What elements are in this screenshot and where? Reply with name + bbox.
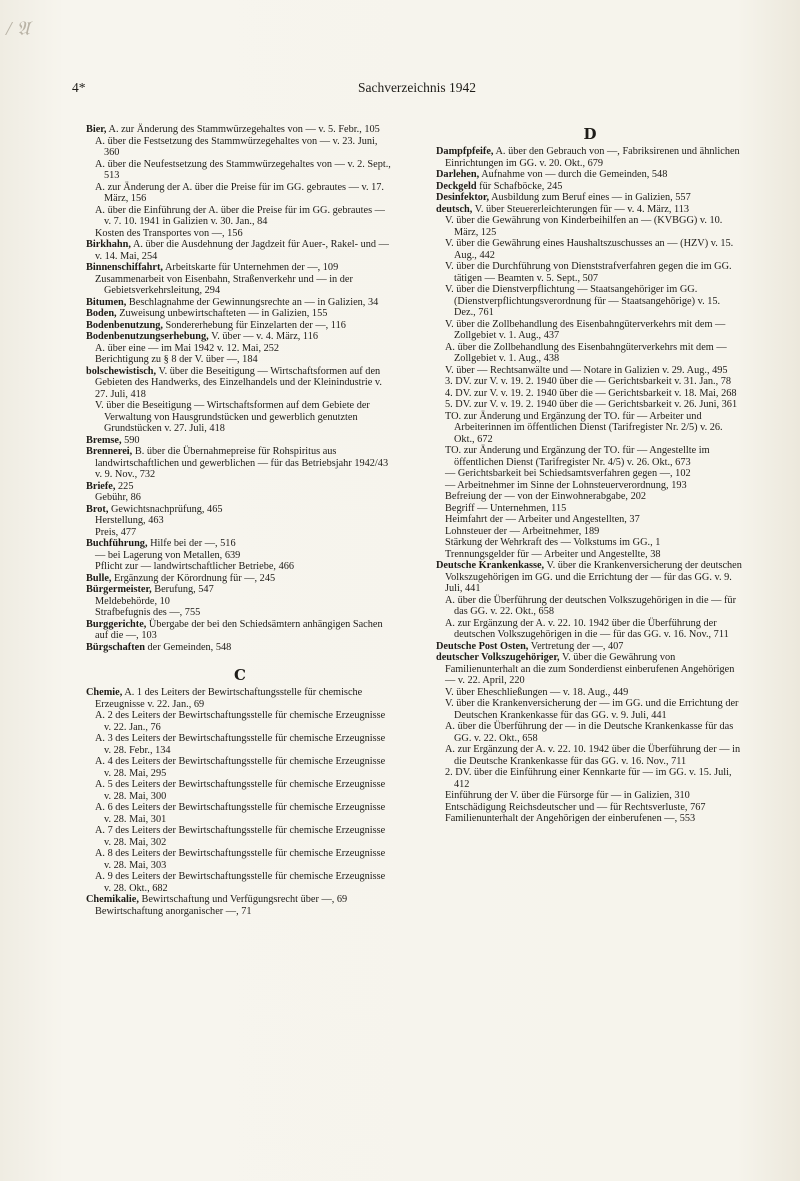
index-subentry: [86, 182, 394, 205]
entry-text: V. über — v. 4. März, 116: [208, 331, 318, 342]
index-subentry: [436, 744, 744, 767]
entry-text: Trennungsgelder für — Arbeiter und Angestellte, 38: [445, 548, 661, 560]
index-entry: [436, 652, 744, 687]
entry-text: V. über die Gewährung von Kinderbeihilfen an — (KVBGG) v. 10. März, 125: [445, 215, 723, 238]
entry-text: 4. DV. zur V. v. 19. 2. 1940 über die — Gerichtsbarkeit v. 18. Mai, 268: [445, 387, 737, 399]
index-subentry: [86, 906, 394, 918]
index-entry: [436, 169, 744, 181]
index-subentry: [436, 342, 744, 365]
index-subentry: [436, 514, 744, 526]
index-subentry: [86, 733, 394, 756]
index-subentry: [86, 274, 394, 297]
index-subentry: [436, 503, 744, 515]
index-entry: [86, 308, 394, 320]
entry-keyword: deutsch,: [436, 203, 473, 215]
index-entry: [86, 446, 394, 481]
entry-keyword: Brot,: [86, 503, 109, 515]
entry-text: Entschädigung Reichsdeutscher und — für Rechtsverluste, 767: [445, 801, 706, 813]
entry-keyword: Brennerei,: [86, 446, 133, 457]
index-entry: [86, 239, 394, 262]
entry-text: Stärkung der Wehrkraft des — Volkstums im GG., 1: [445, 537, 661, 548]
entry-text: A. 2 des Leiters der Bewirtschaftungsstelle für chemische Erzeugnisse v. 22. Jan., 76: [95, 710, 386, 733]
entry-keyword: Bodenbenutzung,: [86, 319, 163, 331]
index-entry: [86, 573, 394, 585]
margin-pencil-mark: / 𝔄: [6, 18, 30, 40]
entry-text: V. über Eheschließungen — v. 18. Aug., 449: [445, 686, 629, 698]
section-d-entries: [436, 146, 744, 825]
index-subentry: [86, 779, 394, 802]
entry-text: A. zur Änderung des Stammwürzegehaltes von — v. 5. Febr., 105: [106, 124, 380, 135]
page-header: [72, 80, 762, 98]
index-entry: [86, 320, 394, 332]
entry-text: A. 8 des Leiters der Bewirtschaftungsstelle für chemische Erzeugnisse v. 28. Mai, 303: [95, 848, 386, 871]
entry-keyword: Bier,: [86, 124, 107, 135]
entry-text: 3. DV. zur V. v. 19. 2. 1940 über die — Gerichtsbarkeit v. 31. Jan., 78: [445, 376, 732, 387]
index-entry: [86, 435, 394, 447]
entry-text: A. 9 des Leiters der Bewirtschaftungsstelle für chemische Erzeugnisse v. 28. Okt., 682: [95, 871, 386, 894]
index-entry: [436, 181, 744, 193]
index-subentry: [436, 698, 744, 721]
index-subentry: [436, 491, 744, 503]
index-subentry: [436, 687, 744, 699]
index-subentry: [436, 537, 744, 549]
entry-text: TO. zur Änderung und Ergänzung der TO. für — Arbeiter und Arbeiterinnen im öffentlichen Dienst (Tarifregister Nr. 2/5) v. 26. Okt., 672: [445, 410, 723, 445]
section-letter-d: D: [583, 125, 597, 143]
index-subentry: [436, 595, 744, 618]
entry-text: Übergabe der bei den Schiedsämtern anhängigen Sachen auf die —, 103: [95, 618, 383, 641]
entry-text: Gewichtsnachprüfung, 465: [108, 503, 223, 515]
entry-text: Lohnsteuer der — Arbeitnehmer, 189: [445, 525, 600, 537]
index-entry: [436, 192, 744, 204]
entry-text: V. über die Zollbehandlung des Eisenbahngüterverkehrs mit dem — Zollgebiet v. 1. Aug., 437: [445, 318, 726, 341]
entry-text: B. über die Übernahmepreise für Rohspiritus aus landwirtschaftlichen und gewerblichen — für das Betriebsjahr 1942/43 v. 9. Nov., 732: [95, 446, 389, 480]
entry-text: Zusammenarbeit von Eisenbahn, Straßenverkehr und — in der Gebietsverkehrsleitung, 294: [95, 273, 353, 296]
index-subentry: [436, 618, 744, 641]
index-subentry: [436, 526, 744, 538]
index-subentry: [86, 205, 394, 228]
entry-text: für Schafböcke, 245: [476, 180, 563, 192]
entry-keyword: Bürgschaften: [86, 641, 145, 653]
left-entries-list: [86, 124, 394, 653]
index-subentry: [86, 400, 394, 435]
entry-text: A. über die Neufestsetzung des Stammwürzegehaltes von — v. 2. Sept., 513: [95, 158, 391, 181]
index-subentry: [436, 376, 744, 388]
entry-text: 590: [121, 434, 140, 446]
index-subentry: [436, 721, 744, 744]
entry-text: Strafbefugnis des —, 755: [95, 607, 201, 618]
index-entry: [86, 642, 394, 654]
entry-text: A. zur Ergänzung der A. v. 22. 10. 1942 über die Überführung der deutschen Volkszugehörigen in die — für das GG. v. 16. Nov., 711: [445, 617, 729, 640]
entry-text: 225: [115, 480, 134, 492]
entry-text: A. 6 des Leiters der Bewirtschaftungsstelle für chemische Erzeugnisse v. 28. Mai, 301: [95, 802, 386, 825]
index-subentry: [436, 480, 744, 492]
index-entry: [436, 204, 744, 216]
index-subentry: [86, 492, 394, 504]
entry-text: Pflicht zur — landwirtschaftlicher Betriebe, 466: [95, 561, 295, 572]
entry-text: Aufnahme von — durch die Gemeinden, 548: [479, 169, 668, 180]
entry-keyword: Bulle,: [86, 572, 112, 584]
index-subentry: [86, 159, 394, 182]
entry-keyword: Deutsche Krankenkasse,: [436, 560, 545, 571]
index-subentry: [86, 802, 394, 825]
entry-keyword: Dampfpfeife,: [436, 146, 494, 157]
index-subentry: [436, 261, 744, 284]
index-entry: [436, 146, 744, 169]
right-column: [436, 124, 744, 825]
entry-keyword: bolschewistisch,: [86, 365, 157, 377]
entry-text: 2. DV. über die Einführung einer Kennkarte für — im GG. v. 15. Juli, 412: [445, 767, 732, 790]
entry-text: A. 4 des Leiters der Bewirtschaftungsstelle für chemische Erzeugnisse v. 28. Mai, 295: [95, 756, 386, 779]
page-title: Sachverzeichnis 1942: [357, 80, 477, 95]
entry-keyword: Buchführung,: [86, 538, 148, 549]
entry-text: A. zur Änderung der A. über die Preise für im GG. gebrautes — v. 17. März, 156: [95, 181, 385, 204]
index-entry: [86, 894, 394, 906]
entry-text: V. über die Beseitigung — Wirtschaftsformen auf den Gebieten des Handwerks, des Einzelhandels und der Kleinindustrie v. 27. Juli, 418: [95, 365, 382, 400]
index-subentry: [86, 354, 394, 366]
index-entry: [86, 504, 394, 516]
index-subentry: [86, 550, 394, 562]
entry-text: A. über die Überführung der deutschen Volkszugehörigen in die — für das GG. v. 22. Okt., 658: [445, 594, 737, 617]
index-entry: [86, 297, 394, 309]
index-subentry: [436, 365, 744, 377]
entry-keyword: deutscher Volkszugehöriger,: [436, 652, 560, 663]
index-subentry: [436, 445, 744, 468]
entry-text: Herstellung, 463: [95, 515, 164, 526]
entry-text: Berufung, 547: [151, 584, 214, 595]
index-entry: [86, 124, 394, 136]
index-subentry: [436, 215, 744, 238]
index-subentry: [436, 388, 744, 400]
entry-keyword: Binnenschiffahrt,: [86, 262, 163, 273]
entry-text: Begriff — Unternehmen, 115: [445, 502, 567, 514]
entry-text: Kosten des Transportes von —, 156: [95, 227, 243, 239]
entry-keyword: Bodenbenutzungserhebung,: [86, 331, 209, 342]
index-entry: [86, 538, 394, 550]
entry-keyword: Bremse,: [86, 434, 122, 446]
index-subentry: [436, 468, 744, 480]
index-subentry: [86, 228, 394, 240]
index-subentry: [86, 527, 394, 539]
entry-text: A. zur Ergänzung der A. v. 22. 10. 1942 über die Überführung der — in die Deutsche Krankenkasse für das GG. v. 16. Nov., 711: [445, 744, 741, 767]
entry-text: Bewirtschaftung anorganischer —, 71: [95, 905, 252, 917]
left-column: [86, 124, 394, 917]
index-subentry: [86, 561, 394, 573]
entry-text: Arbeitskarte für Unternehmen der —, 109: [162, 262, 339, 273]
entry-text: Familienunterhalt der Angehörigen der einberufenen —, 553: [445, 813, 696, 824]
index-entry: [86, 481, 394, 493]
entry-text: A. über die Einführung der A. über die Preise für im GG. gebrautes — v. 7. 10. 1941 in Galizien v. 30. Jan., 84: [95, 204, 385, 227]
entry-text: A. über die Ausdehnung der Jagdzeit für Auer-, Rakel- und — v. 14. Mai, 254: [95, 239, 389, 262]
entry-text: A. über die Überführung der — in die Deutsche Krankenkasse für das GG. v. 22. Okt., 658: [445, 721, 734, 744]
entry-keyword: Darlehen,: [436, 169, 480, 180]
entry-text: Einführung der V. über die Fürsorge für — in Galizien, 310: [445, 790, 690, 801]
entry-keyword: Chemikalie,: [86, 894, 139, 905]
page-number: 4*: [72, 80, 86, 95]
entry-keyword: Birkhahn,: [86, 239, 131, 250]
index-subentry: [436, 319, 744, 342]
entry-text: A. über eine — im Mai 1942 v. 12. Mai, 252: [95, 342, 280, 354]
entry-keyword: Bitumen,: [86, 296, 127, 308]
entry-text: Befreiung der — von der Einwohnerabgabe, 202: [445, 491, 647, 502]
index-subentry: [436, 767, 744, 790]
section-c-entries: [86, 687, 394, 917]
index-entry: [86, 366, 394, 401]
index-subentry: [86, 136, 394, 159]
index-entry: [436, 641, 744, 653]
index-subentry: [436, 549, 744, 561]
entry-text: Ergänzung der Körordnung für —, 245: [111, 572, 276, 584]
entry-text: A. über die Zollbehandlung des Eisenbahngüterverkehrs mit dem — Zollgebiet v. 1. Aug., 438: [445, 341, 727, 364]
index-subentry: [436, 399, 744, 411]
entry-text: Berichtigung zu § 8 der V. über —, 184: [95, 354, 258, 365]
index-subentry: [86, 710, 394, 733]
entry-text: TO. zur Änderung und Ergänzung der TO. für — Angestellte im öffentlichen Dienst (Tarifregister Nr. 4/5) v. 26. Okt., 673: [445, 445, 710, 468]
entry-text: V. über die Krankenversicherung der — im GG. und die Errichtung der Deutschen Krankenkasse für das GG. v. 9. Juli, 441: [445, 698, 739, 721]
entry-keyword: Bürgermeister,: [86, 584, 152, 595]
index-entry: [86, 331, 394, 343]
entry-keyword: Chemie,: [86, 687, 123, 698]
index-subentry: [86, 756, 394, 779]
entry-keyword: Deckgeld: [436, 180, 477, 192]
index-subentry: [86, 848, 394, 871]
index-subentry: [436, 790, 744, 802]
entry-text: Preis, 477: [95, 526, 137, 538]
entry-text: V. über die Beseitigung — Wirtschaftsformen auf dem Gebiete der Verwaltung von Hausgrundstücken und gewerblich genutzten Grundstücken v. 27. Juli, 418: [95, 400, 370, 434]
entry-text: Heimfahrt der — Arbeiter und Angestellten, 37: [445, 514, 640, 525]
index-subentry: [86, 515, 394, 527]
entry-text: 5. DV. zur V. v. 19. 2. 1940 über die — Gerichtsbarkeit v. 26. Juni, 361: [445, 399, 738, 410]
entry-text: V. über die Dienstverpflichtung — Staatsangehöriger im GG. (Dienstverpflichtungsverordnung für — Staatsangehörige) v. 15. Dez., 761: [445, 284, 721, 318]
entry-text: Gebühr, 86: [95, 492, 141, 503]
index-subentry: [436, 802, 744, 814]
entry-text: Hilfe bei der —, 516: [147, 538, 236, 549]
entry-keyword: Briefe,: [86, 480, 116, 492]
index-subentry: [436, 813, 744, 825]
entry-keyword: Burggerichte,: [86, 618, 147, 630]
entry-text: V. über die Krankenversicherung der deutschen Volkszugehörigen im GG. und die Errichtung der — für das GG. v. 9. Juli, 441: [445, 560, 742, 594]
entry-text: Meldebehörde, 10: [95, 595, 170, 607]
index-entry: [86, 619, 394, 642]
entry-text: V. über die Gewährung eines Haushaltszuschusses an — (HZV) v. 15. Aug., 442: [445, 238, 734, 261]
entry-text: V. über die Gewährung von Familienunterhalt an die zum Sonderdienst einberufenen Angehörigen — v. 22. April, 220: [445, 652, 735, 686]
entry-text: A. 7 des Leiters der Bewirtschaftungsstelle für chemische Erzeugnisse v. 28. Mai, 302: [95, 825, 386, 848]
entry-text: V. über die Durchführung von Dienststrafverfahren gegen die im GG. tätigen — Beamten v. 5. Sept., 507: [445, 261, 732, 284]
section-letter-c: C: [234, 666, 246, 684]
entry-text: A. 1 des Leiters der Bewirtschaftungsstelle für chemische Erzeugnisse v. 22. Jan., 69: [95, 687, 363, 710]
entry-text: — Arbeitnehmer im Sinne der Lohnsteuerverordnung, 193: [445, 479, 687, 491]
index-subentry: [86, 596, 394, 608]
entry-text: A. über den Gebrauch von —, Fabriksirenen und ähnlichen Einrichtungen im GG. v. 20. Okt., 679: [445, 146, 740, 169]
entry-text: — bei Lagerung von Metallen, 639: [95, 549, 241, 561]
entry-text: Beschlagnahme der Gewinnungsrechte an — in Galizien, 34: [126, 296, 379, 308]
index-entry: [86, 687, 394, 710]
entry-keyword: Deutsche Post Osten,: [436, 640, 529, 652]
index-entry: [86, 584, 394, 596]
index-subentry: [86, 607, 394, 619]
index-entry: [436, 560, 744, 595]
entry-text: Zuweisung unbewirtschafteten — in Galizien, 155: [116, 308, 328, 319]
entry-text: V. über — Rechtsanwälte und — Notare in Galizien v. 29. Aug., 495: [445, 364, 728, 376]
entry-text: A. 5 des Leiters der Bewirtschaftungsstelle für chemische Erzeugnisse v. 28. Mai, 300: [95, 779, 386, 802]
index-subentry: [86, 343, 394, 355]
entry-text: Bewirtschaftung und Verfügungsrecht über —, 69: [138, 894, 348, 905]
entry-text: Vertretung der —, 407: [528, 640, 624, 652]
entry-keyword: Boden,: [86, 308, 117, 319]
entry-text: A. über die Festsetzung des Stammwürzegehaltes von — v. 23. Juni, 360: [95, 135, 378, 158]
index-subentry: [436, 411, 744, 446]
entry-keyword: Desinfektor,: [436, 192, 490, 203]
entry-text: Ausbildung zum Beruf eines — in Galizien, 557: [489, 192, 691, 203]
entry-text: der Gemeinden, 548: [144, 641, 232, 653]
index-subentry: [86, 871, 394, 894]
entry-text: V. über Steuererleichterungen für — v. 4. März, 113: [472, 203, 690, 215]
index-subentry: [436, 238, 744, 261]
entry-text: A. 3 des Leiters der Bewirtschaftungsstelle für chemische Erzeugnisse v. 28. Febr., 134: [95, 733, 386, 756]
index-entry: [86, 262, 394, 274]
entry-text: — Gerichtsbarkeit bei Schiedsamtsverfahren gegen —, 102: [445, 468, 691, 479]
index-subentry: [86, 825, 394, 848]
entry-text: Sondererhebung für Einzelarten der —, 116: [162, 319, 346, 331]
index-subentry: [436, 284, 744, 319]
